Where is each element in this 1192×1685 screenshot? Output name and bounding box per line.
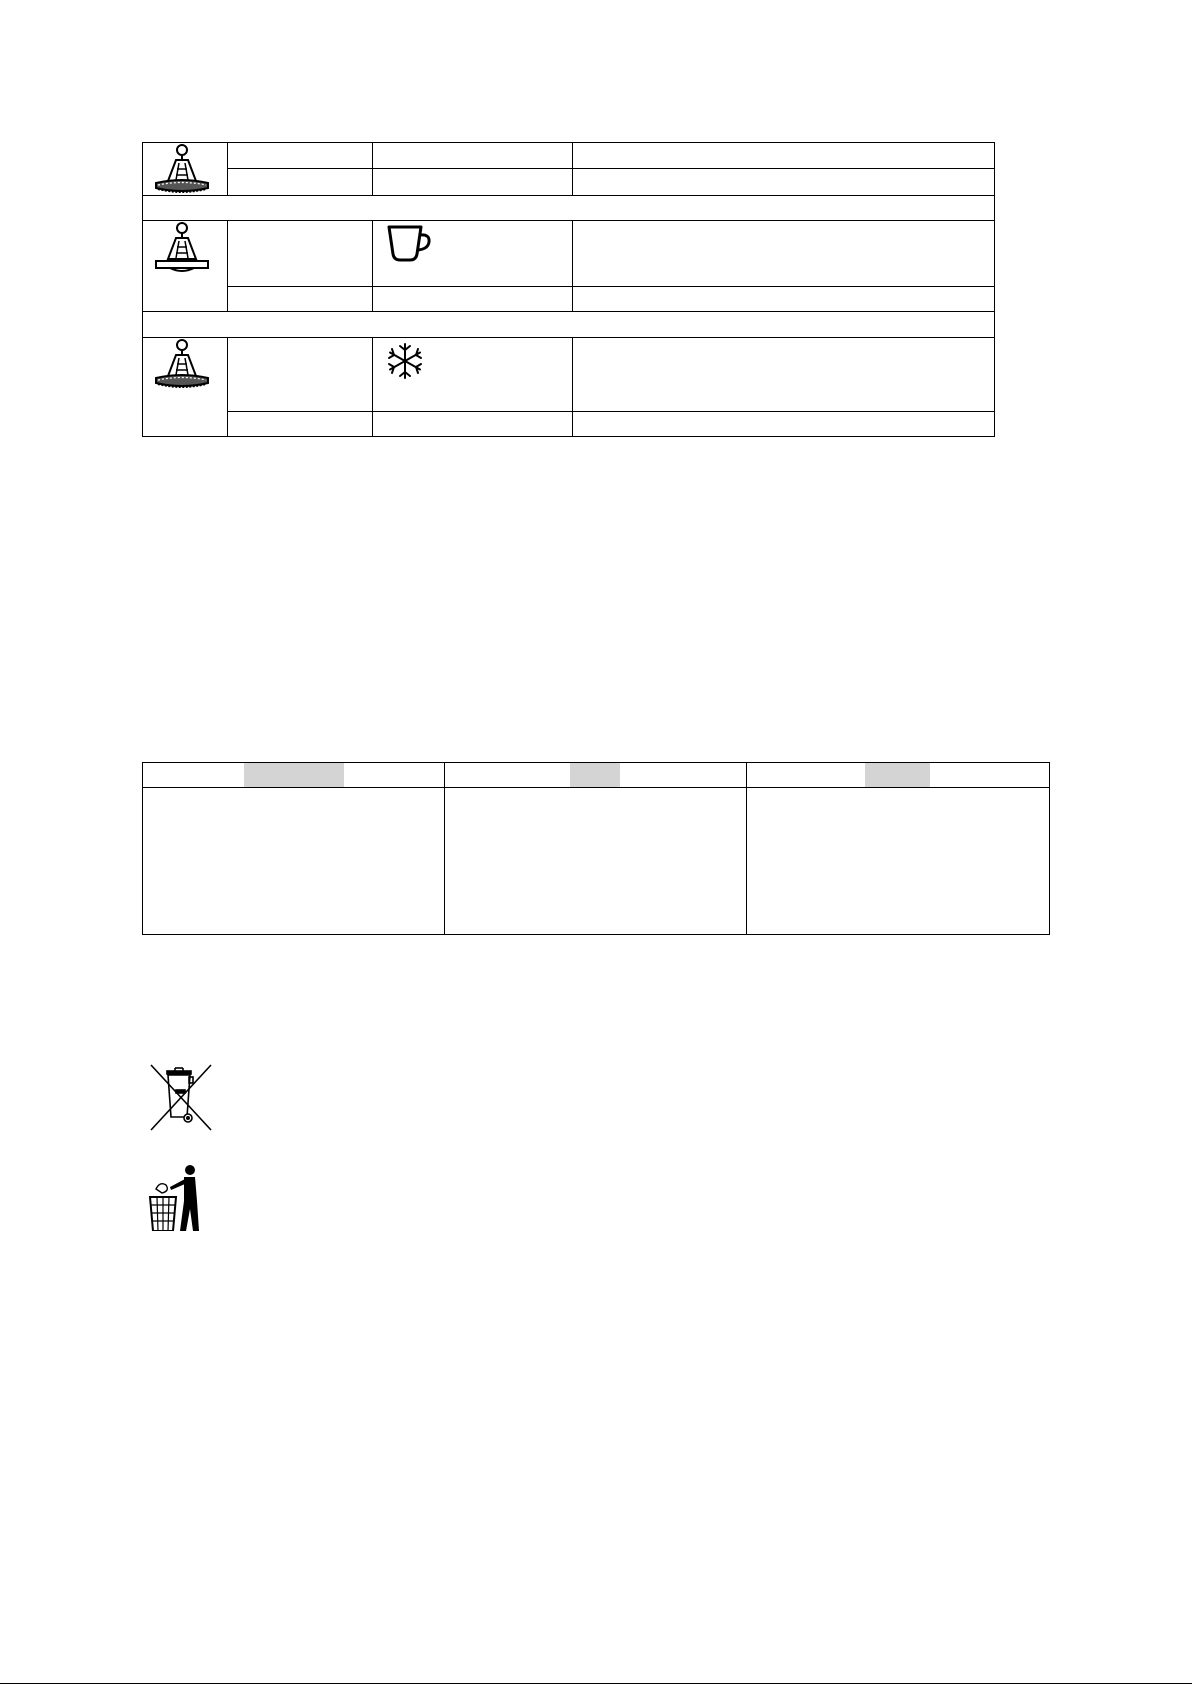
- table-rule: [444, 762, 445, 935]
- snowflake-icon: [385, 341, 425, 381]
- table-rule: [227, 337, 228, 437]
- table-rule: [746, 762, 747, 935]
- table-rule: [372, 220, 373, 312]
- table-rule: [142, 762, 1050, 763]
- header-shading: [244, 763, 344, 787]
- table-rule: [142, 337, 995, 338]
- table-rule: [142, 787, 1050, 788]
- frothing-disc-with-whisk-icon: [150, 143, 214, 199]
- crossed-out-wheelie-bin-icon: [147, 1062, 215, 1132]
- table-rule: [572, 337, 573, 437]
- table-rule: [142, 311, 995, 312]
- table-rule: [227, 168, 995, 169]
- table-rule: [142, 142, 143, 437]
- header-shading: [865, 763, 930, 787]
- table-rule: [142, 195, 995, 196]
- table-rule: [227, 142, 228, 196]
- table-rule: [227, 411, 995, 412]
- table-rule: [227, 220, 228, 312]
- table-rule: [142, 142, 995, 143]
- table-rule: [994, 142, 995, 437]
- cup-icon: [385, 224, 437, 264]
- frothing-disc-with-whisk-icon: [150, 338, 214, 394]
- table-rule: [372, 337, 373, 437]
- table-rule: [142, 762, 143, 935]
- table-rule: [142, 436, 995, 437]
- table-rule: [372, 142, 373, 196]
- table-rule: [142, 934, 1050, 935]
- frothing-disc-without-whisk-icon: [150, 219, 214, 277]
- table-rule: [227, 286, 995, 287]
- header-shading: [570, 763, 620, 787]
- table-rule: [572, 220, 573, 312]
- tidy-man-litter-bin-icon: [148, 1163, 206, 1231]
- table-rule: [142, 220, 995, 221]
- table-rule: [572, 142, 573, 196]
- table-rule: [1049, 762, 1050, 935]
- page-bottom-rule: [0, 1683, 1192, 1684]
